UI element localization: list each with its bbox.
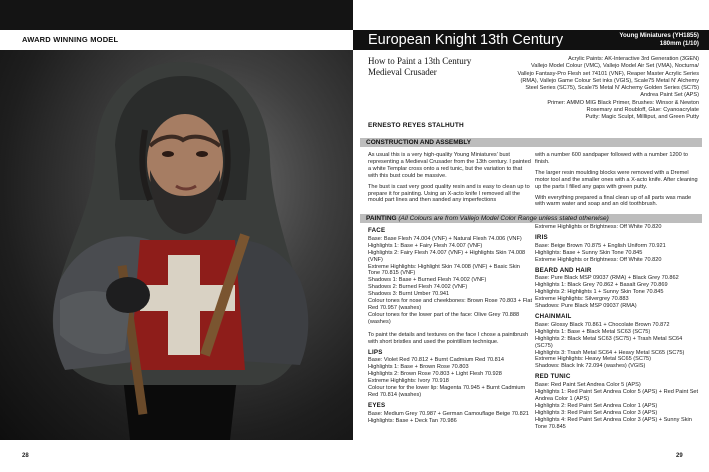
iris-line: Extreme Highlights or Brightness: Off White 70.820 [535, 256, 662, 263]
iris-heading: IRIS [535, 233, 548, 241]
eyes-extreme-line: Extreme Highlights or Brightness: Off White 70.820 [535, 224, 662, 230]
face-line: Shadows 1: Base + Burned Flesh 74.002 (VNF) [368, 277, 487, 284]
materials-line: Vallejo Fantasy-Pro Flesh set 74101 (VNF), Reaper Master Acrylic Series [517, 70, 699, 77]
face-line: Shadows 2: Burned Flesh 74.002 (VNF) [368, 284, 468, 291]
materials-line: (RMA), Vallejo Game Colour Set inks (VGIS), Scale75 Metal N' Alchemy [520, 77, 699, 84]
face-heading: FACE [368, 227, 386, 234]
tunic-line: Base: Red Paint Set Andrea Color 5 (APS) [535, 382, 641, 389]
tunic-heading: RED TUNIC [535, 373, 571, 381]
face-note: To paint the details and textures on the face I chose a paintbrush with short bristles and used the pointillism technique. [368, 331, 529, 345]
beard-line: Extreme Highlights: Silvergrey 70.883 [535, 296, 629, 303]
tunic-line: Highlights 2: Red Paint Set Andrea Color 1 (APS) [535, 402, 658, 409]
paragraph: with a number 600 sandpaper followed with a number 1200 to finish. [535, 152, 688, 165]
kit-scale: 180mm (1/10) [659, 40, 699, 47]
chainmail-line: Highlights 3: Trash Metal SC64 + Heavy Metal SC65 (SC75) [535, 349, 685, 356]
materials-list [484, 56, 699, 122]
beard-line: Highlights 1: Black Grey 70.862 + Basalt Grey 70.869 [535, 282, 668, 289]
lips-line: Base: Violet Red 70.812 + Burnt Cadmium Red 70.814 [368, 357, 504, 364]
lips-line: Highlights 2: Brown Rose 70.803 + Light Flesh 70.928 [368, 371, 502, 378]
iris-line: Base: Beige Brown 70.875 + English Uniform 70.921 [535, 242, 666, 249]
right-page [353, 0, 709, 472]
materials-line: Acrylic Paints: AK-Interactive 3rd Generation (3GEN) [568, 56, 699, 62]
iris-line: Highlights: Base + Sunny Skin Tone 70.845 [535, 249, 643, 256]
painting-note: (All Colours are from Vallejo Model Color Range unless stated otherwise) [398, 215, 609, 222]
eyes-line: Base: Medium Grey 70.987 + German Camouflage Beige 70.821 [368, 410, 529, 417]
construction-section-bar [360, 138, 702, 147]
lips-heading: LIPS [368, 348, 383, 356]
subtitle-line: Medieval Crusader [368, 67, 437, 77]
page-number-right: 29 [676, 453, 683, 459]
kit-meta [619, 32, 699, 48]
painting-section-title [366, 215, 609, 222]
painting-column-left [368, 224, 533, 425]
construction-text-left [368, 152, 533, 208]
title-bar [353, 30, 709, 50]
paragraph: With everything prepared a final clean up of all parts was made with warm water and soap and an old toothbrush. [535, 194, 692, 208]
chainmail-line: Extreme Highlights: Heavy Metal SC65 (SC75) [535, 356, 651, 363]
paragraph: The bust is cast very good quality resin and is easy to clean up to prepare it for painting. Using an X-acto knife I removed all the mould part lines and then sanded any imperfections [368, 183, 530, 204]
materials-line: Vallejo Model Colour (VMC), Vallejo Model Air Set (VMA), Nocturna/ [531, 63, 699, 70]
left-page-footer [0, 440, 353, 472]
construction-section-title: CONSTRUCTION AND ASSEMBLY [366, 139, 472, 146]
beard-line: Base: Pure Black MSP 09037 (RMA) + Black Grey 70.862 [535, 275, 679, 282]
lips-line: Colour tone for the lower lip: Magenta 70.945 + Burnt Cadmium Red 70.814 (washes) [368, 385, 526, 398]
chainmail-heading: CHAINMAIL [535, 312, 572, 320]
eyes-line: Highlights: Base + Deck Tan 70.986 [368, 417, 457, 424]
knight-bust-illustration [0, 50, 353, 440]
face-line: Base: Base Flesh 74.004 (VNF) + Natural Flesh 74.006 (VNF) [368, 235, 522, 242]
tunic-line: Highlights 4: Red Paint Set Andrea Color 3 (APS) + Sunny Skin Tone 70.845 [535, 416, 692, 430]
award-winning-model-label: AWARD WINNING MODEL [22, 35, 119, 44]
face-line: Highlights 2: Fairy Flesh 74.007 (VNF) + Highlights Skin 74.008 (VNF) [368, 249, 526, 263]
lips-line: Highlights 1: Base + Brown Rose 70.803 [368, 364, 469, 371]
article-title: European Knight 13th Century [368, 32, 564, 48]
paragraph: The larger resin moulding blocks were removed with a Dremel motor tool and the smaller ones with a X-acto knife. After cleaning up the parts I filled any gaps with green putty. [535, 169, 698, 190]
paragraph: As usual this is a very high-quality Young Miniatures' bust representing a Medieval Crusader from the 13th century. I painted a white Templar cross onto a red tunic, but the variation to that with this bust could be massive. [368, 152, 531, 179]
author-name: ERNESTO REYES STALHUTH [368, 122, 464, 129]
materials-line: Primer: AMMO MIG Black Primer, Brushes: Winsor & Newton [547, 99, 699, 106]
chainmail-line: Highlights 2: Black Metal SC63 (SC75) + Trash Metal SC64 (SC75) [535, 335, 683, 349]
left-page [0, 0, 353, 472]
tunic-line: Highlights 1: Red Paint Set Andrea Color 5 (APS) + Red Paint Set Andrea Color 1 (APS) [535, 389, 699, 402]
painting-column-right [535, 224, 701, 430]
face-line: Colour tones for nose and cheekbones: Brown Rose 70.803 + Flat Red 70.957 (washes) [368, 298, 533, 311]
left-page-header [0, 30, 353, 50]
face-line: Colour tones for the lower part of the face: Olive Grey 70.888 (washes) [368, 311, 520, 325]
page-number-left: 28 [22, 453, 29, 459]
face-line: Extreme Highlights: Highlight Skin 74.008 (VNF) + Basic Skin Tone 70.815 (VNF) [368, 263, 520, 277]
materials-line: Rosemary and Roubloff, Glue: Cyanoacrylate [586, 107, 699, 114]
materials-line: Putty: Magic Sculpt, Millliput, and Green Putty [585, 114, 699, 121]
face-line: Highlights 1: Base + Fairy Flesh 74.007 (VNF) [368, 242, 483, 249]
construction-text-right [535, 152, 701, 212]
subtitle-line: How to Paint a 13th Century [368, 56, 472, 66]
materials-line: Andrea Paint Set (APS) [640, 92, 699, 99]
beard-line: Highlights 2: Highlights 1 + Sunny Skin Tone 70.845 [535, 289, 664, 296]
chainmail-line: Shadows: Black Ink 72.094 (washes) (VGIS) [535, 363, 646, 370]
painting-label: PAINTING [366, 215, 397, 222]
materials-line: Steel Series (SC75), Scale75 Metal N' Alchemy Golden Series (SC75) [525, 85, 699, 92]
tunic-line: Highlights 3: Red Paint Set Andrea Color 3 (APS) [535, 409, 658, 416]
chainmail-line: Base: Glossy Black 70.861 + Chocolate Brown 70.872 [535, 321, 670, 328]
face-line: Shadows 3: Burnt Umber 70.941 [368, 291, 450, 298]
painting-section-bar [360, 214, 702, 223]
kit-manufacturer: Young Miniatures (YH1855) [619, 32, 699, 39]
eyes-heading: EYES [368, 401, 386, 409]
article-subtitle [368, 56, 471, 78]
lips-line: Extreme Highlights: Ivory 70.918 [368, 378, 449, 385]
beard-line: Shadows: Pure Black MSP 09037 (RMA) [535, 303, 637, 310]
knight-bust-photo [0, 50, 353, 440]
chainmail-line: Highlights 1: Base + Black Metal SC63 (SC75) [535, 328, 651, 335]
beard-heading: BEARD AND HAIR [535, 266, 592, 274]
